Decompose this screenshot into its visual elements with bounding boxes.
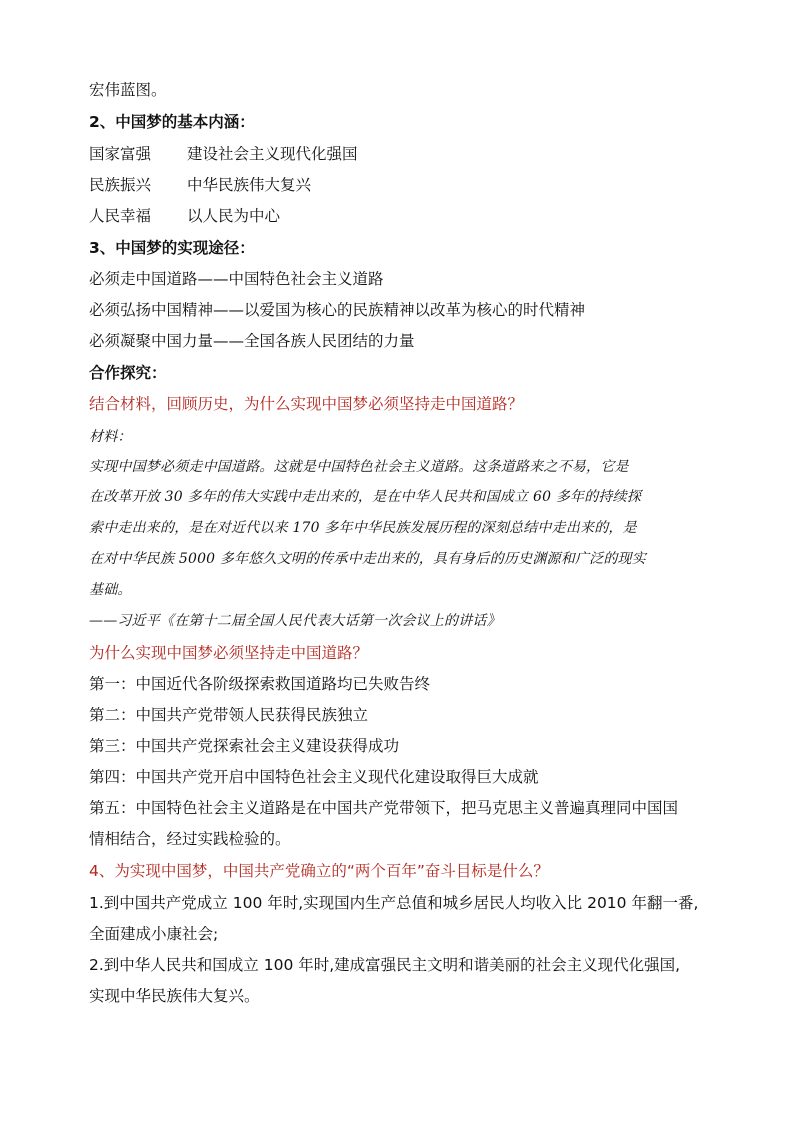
answer-item: 情相结合，经过实践检验的。 bbox=[89, 830, 291, 848]
material-line: 在改革开放 30 多年的伟大实践中走出来的，是在中华人民共和国成立 60 多年的持续探 bbox=[89, 489, 642, 505]
intro-fragment: 宏伟蓝图。 bbox=[89, 81, 167, 99]
material-line: 在对中华民族 5000 多年悠久文明的传承中走出来的，具有身后的历史渊源和广泛的现实 bbox=[89, 551, 646, 567]
meaning-desc: 中华民族伟大复兴 bbox=[187, 176, 312, 194]
goal-line: 全面建成小康社会; bbox=[89, 925, 219, 943]
meaning-row bbox=[89, 175, 312, 195]
path-item: 必须弘扬中国精神——以爱国为核心的民族精神以改革为核心的时代精神 bbox=[89, 301, 586, 319]
inquiry-question: 结合材料，回顾历史，为什么实现中国梦必须坚持走中国道路？ bbox=[89, 395, 524, 413]
material-label: 材料： bbox=[89, 429, 132, 445]
meaning-term: 民族振兴 bbox=[89, 176, 152, 194]
meaning-term: 人民幸福 bbox=[89, 207, 152, 225]
material-line: 基础。 bbox=[89, 582, 132, 598]
material-line: 索中走出来的，是在对近代以来 170 多年中华民族发展历程的深刻总结中走出来的，是 bbox=[89, 520, 637, 536]
answer-item: 第三：中国共产党探索社会主义建设获得成功 bbox=[89, 737, 400, 755]
meaning-row bbox=[89, 144, 358, 164]
section-4-heading: 4、为实现中国梦，中国共产党确立的“两个百年”奋斗目标是什么？ bbox=[89, 862, 549, 880]
meaning-desc: 建设社会主义现代化强国 bbox=[187, 145, 358, 163]
material-line: 实现中国梦必须走中国道路。这就是中国特色社会主义道路。这条道路来之不易，它是 bbox=[89, 459, 629, 475]
section-2-heading: 2、中国梦的基本内涵： bbox=[89, 113, 255, 131]
answer-item: 第四：中国共产党开启中国特色社会主义现代化建设取得巨大成就 bbox=[89, 768, 539, 786]
goal-line: 实现中华民族伟大复兴。 bbox=[89, 987, 260, 1005]
answer-item: 第五：中国特色社会主义道路是在中国共产党带领下，把马克思主义普遍真理同中国国 bbox=[89, 799, 679, 817]
path-item: 必须走中国道路——中国特色社会主义道路 bbox=[89, 270, 384, 288]
path-item: 必须凝聚中国力量——全国各族人民团结的力量 bbox=[89, 332, 415, 350]
meaning-desc: 以人民为中心 bbox=[187, 207, 281, 225]
goal-line: 1.到中国共产党成立 100 年时,实现国内生产总值和城乡居民人均收入比 2010 年翻一番, bbox=[89, 894, 699, 912]
inquiry-question-2: 为什么实现中国梦必须坚持走中国道路？ bbox=[89, 644, 369, 662]
answer-item: 第二：中国共产党带领人民获得民族独立 bbox=[89, 706, 369, 724]
material-source: ——习近平《在第十二届全国人民代表大话第一次会议上的讲话》 bbox=[89, 613, 501, 629]
answer-item: 第一：中国近代各阶级探索救国道路均已失败告终 bbox=[89, 675, 431, 693]
meaning-term: 国家富强 bbox=[89, 145, 152, 163]
goal-line: 2.到中华人民共和国成立 100 年时,建成富强民主文明和谐美丽的社会主义现代化强国, bbox=[89, 956, 681, 974]
meaning-row bbox=[89, 206, 281, 226]
section-3-heading: 3、中国梦的实现途径： bbox=[89, 239, 255, 257]
inquiry-heading: 合作探究： bbox=[89, 364, 167, 382]
